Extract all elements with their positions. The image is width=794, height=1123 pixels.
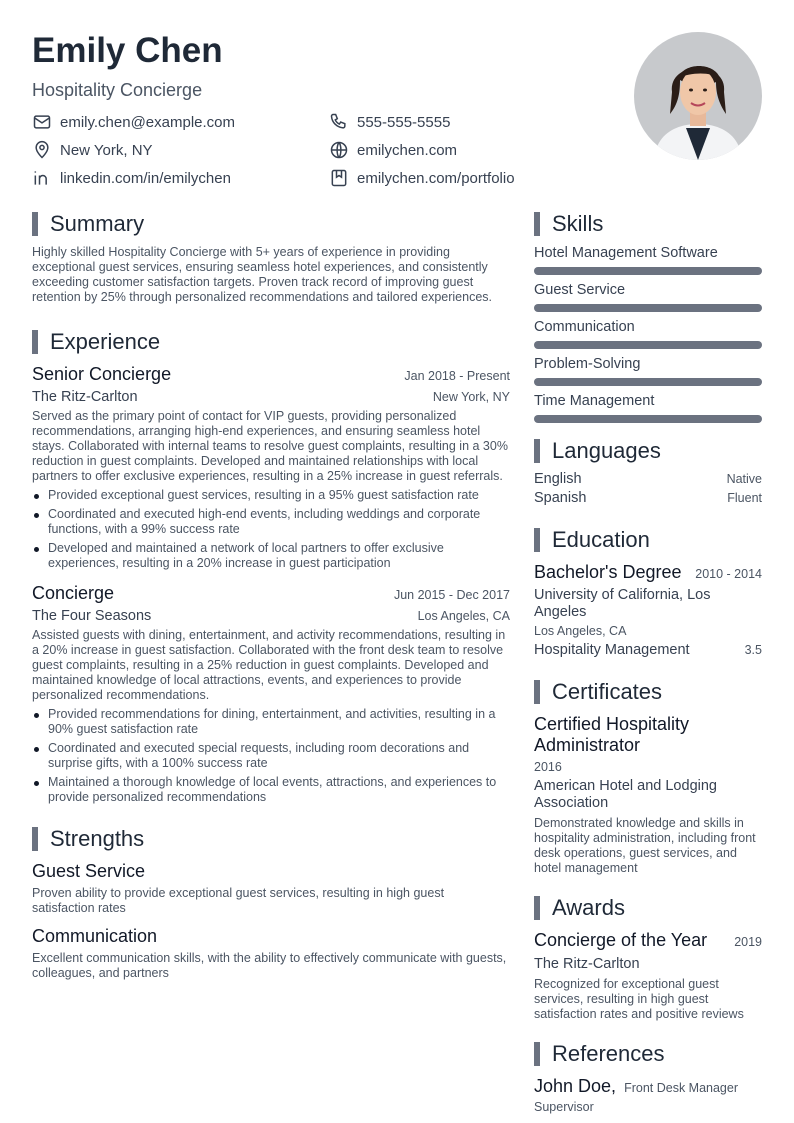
- strength-item: [32, 926, 510, 981]
- skill-level-bar: [534, 304, 762, 312]
- languages-heading: [534, 437, 762, 465]
- contact-linkedin[interactable]: [32, 166, 231, 190]
- portfolio-bookmark-icon: [329, 168, 349, 188]
- phone-text: 555-555-5555: [357, 113, 451, 131]
- skill-name: Communication: [534, 319, 635, 335]
- strength-description: Proven ability to provide exceptional guest services, resulting in high guest satisfaction rates: [32, 886, 445, 915]
- certificate-issuer: American Hotel and Lodging Association: [534, 778, 717, 811]
- language-item: [534, 471, 762, 487]
- skill-level-bar: [534, 378, 762, 386]
- skill-name: Time Management: [534, 393, 655, 409]
- skill-name: Hotel Management Software: [534, 245, 718, 261]
- education-item: [534, 562, 762, 658]
- skills-heading: [534, 210, 762, 238]
- awards-heading: [534, 894, 762, 922]
- job-bullets: [32, 488, 510, 571]
- reference-name: John Doe,: [534, 1076, 617, 1096]
- email-icon: [32, 112, 52, 132]
- award-description: Recognized for exceptional guest services, resulting in high guest satisfaction rates and positive reviews: [534, 977, 744, 1021]
- section-accent-bar: [534, 1042, 540, 1066]
- awards-heading-text: Awards: [552, 895, 625, 920]
- experience-heading: [32, 328, 510, 356]
- job-bullet: Provided exceptional guest services, resulting in a 95% guest satisfaction rate: [32, 488, 510, 503]
- job-bullet: Coordinated and executed high-end events, including weddings and corporate functions, with a 99% success rate: [32, 507, 510, 537]
- certificates-heading-text: Certificates: [552, 679, 663, 704]
- contact-website[interactable]: [329, 138, 457, 162]
- experience-item: [32, 364, 510, 571]
- email-text: emily.chen@example.com: [60, 113, 236, 131]
- resume-header: [32, 30, 632, 102]
- education-gpa: 3.5: [744, 643, 762, 657]
- education-years: 2010 - 2014: [695, 567, 762, 581]
- certificates-heading: [534, 678, 762, 706]
- summary-text: Highly skilled Hospitality Concierge with 5+ years of experience in providing exceptional guest services, ensuring seamless hotel experiences, and consistently exceeding customer satisfaction targets. Proven track record of improving guest retention by 25% through personalized recommendations and tailored experiences.: [32, 245, 493, 304]
- globe-icon: [329, 140, 349, 160]
- languages-list: [534, 471, 762, 506]
- language-name: English: [534, 471, 582, 487]
- strength-title: Communication: [32, 926, 158, 946]
- left-column: [32, 210, 510, 981]
- references-heading: [534, 1040, 762, 1068]
- section-accent-bar: [32, 330, 38, 354]
- section-accent-bar: [534, 528, 540, 552]
- award-organization: The Ritz-Carlton: [534, 956, 640, 972]
- experience-heading-text: Experience: [50, 329, 161, 354]
- section-accent-bar: [534, 896, 540, 920]
- linkedin-text: linkedin.com/in/emilychen: [60, 169, 231, 187]
- certificate-year: 2016: [534, 760, 562, 774]
- right-column: [534, 210, 762, 1114]
- job-title: Senior Concierge: [32, 364, 172, 384]
- strength-description: Excellent communication skills, with the ability to effectively communicate with guests, colleagues, and partners: [32, 951, 507, 980]
- profile-photo: [634, 32, 762, 160]
- education-heading-text: Education: [552, 527, 650, 552]
- education-degree: Bachelor's Degree: [534, 562, 682, 582]
- contact-portfolio[interactable]: [329, 166, 515, 190]
- certificate-name: Certified Hospitality Administrator: [534, 714, 690, 755]
- reference-item: [534, 1076, 762, 1114]
- portfolio-text: emilychen.com/portfolio: [357, 169, 515, 187]
- skill-name: Guest Service: [534, 282, 626, 298]
- job-company: The Four Seasons: [32, 608, 152, 624]
- job-description: Assisted guests with dining, entertainment, and activity recommendations, resulting in a 20% increase in guest satisfaction. Collaborated with the front desk team to resolve guest complaints, resulting in a 25% reduction in guest complaints. Developed and maintained knowledge of local attractions, events, and experiences to provide personalized recommendations.: [32, 628, 506, 702]
- location-text: New York, NY: [60, 141, 153, 159]
- job-bullets: [32, 707, 510, 805]
- section-accent-bar: [534, 212, 540, 236]
- education-school: University of California, Los Angeles: [534, 587, 711, 620]
- job-location: New York, NY: [432, 390, 510, 404]
- award-item: [534, 930, 762, 1022]
- website-text: emilychen.com: [357, 141, 458, 159]
- language-level: Fluent: [727, 491, 762, 505]
- job-bullet: Provided recommendations for dining, entertainment, and activities, resulting in a 90% guest satisfaction rate: [32, 707, 510, 737]
- job-bullet: Developed and maintained a network of local partners to offer exclusive experiences, resulting in a 20% increase in guest participation: [32, 541, 510, 571]
- skill-level-bar: [534, 267, 762, 275]
- certificate-description: Demonstrated knowledge and skills in hospitality administration, including front desk operations, guest services, and hotel management: [534, 816, 756, 875]
- certificate-item: [534, 714, 762, 876]
- skills-heading-text: Skills: [552, 211, 604, 236]
- skill-name: Problem-Solving: [534, 356, 641, 372]
- languages-heading-text: Languages: [552, 438, 661, 463]
- section-accent-bar: [32, 827, 38, 851]
- location-pin-icon: [32, 140, 52, 160]
- job-description: Served as the primary point of contact for VIP guests, providing personalized recommendations, arranging high-end experiences, and ensuring seamless hotel stays. Collaborated with internal teams to resolve guest complaints, resulting in a 30% reduction in guest complaints. Developed and maintained relationships with local partners to offer exclusive experiences, resulting in a 25% increase in guest referrals.: [32, 409, 508, 483]
- award-title: Concierge of the Year: [534, 930, 708, 950]
- experience-item: [32, 583, 510, 805]
- job-location: Los Angeles, CA: [417, 609, 510, 623]
- language-level: Native: [726, 472, 762, 486]
- strengths-heading: [32, 825, 510, 853]
- section-accent-bar: [534, 680, 540, 704]
- strengths-heading-text: Strengths: [50, 826, 145, 851]
- language-item: [534, 490, 762, 506]
- job-dates: Jan 2018 - Present: [404, 369, 510, 383]
- skill-level-bar: [534, 415, 762, 423]
- language-name: Spanish: [534, 490, 587, 506]
- profile-portrait-image: [634, 32, 762, 160]
- award-year: 2019: [734, 935, 762, 949]
- section-accent-bar: [534, 439, 540, 463]
- contact-location: [32, 138, 153, 162]
- reference-relationship: Supervisor: [534, 1100, 594, 1114]
- contact-email[interactable]: [32, 110, 235, 134]
- section-accent-bar: [32, 212, 38, 236]
- strength-title: Guest Service: [32, 861, 146, 881]
- summary-heading: [32, 210, 510, 238]
- linkedin-icon: [32, 168, 52, 188]
- reference-role: Front Desk Manager: [624, 1081, 738, 1095]
- skills-list: [534, 244, 762, 423]
- job-company: The Ritz-Carlton: [32, 389, 138, 405]
- job-dates: Jun 2015 - Dec 2017: [393, 588, 510, 602]
- job-bullet: Maintained a thorough knowledge of local events, attractions, and experiences to provide personalized recommendations: [32, 775, 510, 805]
- education-field: Hospitality Management: [534, 642, 690, 658]
- skill-level-bar: [534, 341, 762, 349]
- education-heading: [534, 526, 762, 554]
- summary-heading-text: Summary: [50, 211, 145, 236]
- job-title: Concierge: [32, 583, 115, 603]
- contact-phone[interactable]: [329, 110, 450, 134]
- references-heading-text: References: [552, 1041, 665, 1066]
- phone-icon: [329, 112, 349, 132]
- job-bullet: Coordinated and executed special requests, including room decorations and surprise gifts, with a 100% success rate: [32, 741, 510, 771]
- candidate-title: Hospitality Concierge: [32, 80, 203, 100]
- strength-item: [32, 861, 510, 916]
- education-location: Los Angeles, CA: [534, 624, 627, 638]
- candidate-name: Emily Chen: [32, 31, 223, 70]
